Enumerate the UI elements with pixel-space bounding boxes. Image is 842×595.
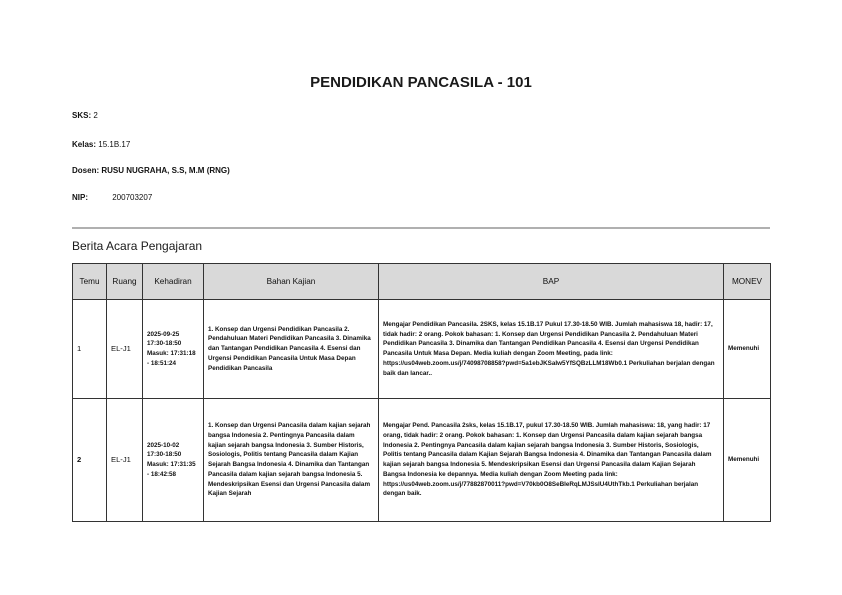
cell-monev: Memenuhi (724, 399, 771, 522)
header-ruang: Ruang (107, 264, 143, 300)
nip-label: NIP: (72, 193, 88, 202)
sks-value: 2 (93, 111, 98, 120)
cell-bap: Mengajar Pend. Pancasila 2sks, kelas 15.1B.17, pukul 17.30-18.50 WIB. Jumlah mahasiswa: 18, yang hadir: 17 orang, tidak hadir: 2 orang. Pokok bahasan: 1. Konsep dan Urgensi Pancasila dalam kajian sejarah bangsa Indonesia 2. Pentingnya Pancasila dalam kajian sejarah bangsa Indonesia 3. Sumber Historis, Sosiologis, Politis tentang Pancasila dalam Kajian Sejarah Bangsa Indonesia 4. Dinamika dan Tantangan Pancasila dalam kajian sejarah bangsa Indonesia 5. Mendeskripsikan Esensi dan Urgensi Pancasila dalam Kajian Sejarah Bangsa Indonesia ke depannya. Media kuliah dengan Zoom Meeting pada link: https://us04web.zoom.us/j/77882870011?pwd=V70kb0O8SeBIeRqLMJSsIU4UthTkb.1 Perkuliahan berjalan dengan baik. (379, 399, 724, 522)
cell-bahan-kajian: 1. Konsep dan Urgensi Pancasila dalam kajian sejarah bangsa Indonesia 2. Pentingnya Pancasila dalam kajian sejarah bangsa Indonesia 3. Sumber Historis, Sosiologis, Politis tentang Pancasila dalam Kajian Sejarah Bangsa Indonesia 4. Dinamika dan Tantangan Pancasila dalam kajian sejarah bangsa Indonesia 5. Mendeskripsikan Esensi dan Urgensi Pancasila dalam Kajian Sejarah (204, 399, 379, 522)
cell-temu: 1 (73, 300, 107, 399)
header-bap: BAP (379, 264, 724, 300)
dosen-line (72, 166, 230, 175)
header-monev: MONEV (724, 264, 771, 300)
cell-ruang: EL-J1 (107, 399, 143, 522)
cell-kehadiran: 2025-10-02 17:30-18:50 Masuk: 17:31:35 - 18:42:58 (143, 399, 204, 522)
nip-value: 200703207 (112, 193, 153, 202)
header-temu: Temu (73, 264, 107, 300)
table-row (73, 399, 771, 522)
section-title: Berita Acara Pengajaran (72, 239, 203, 253)
sks-line (72, 111, 98, 120)
divider (72, 227, 770, 229)
kelas-label: Kelas: (72, 140, 97, 149)
nip-line (72, 193, 152, 202)
table-header-row (73, 264, 771, 300)
bap-table (72, 263, 771, 522)
cell-temu: 2 (73, 399, 107, 522)
kelas-line (72, 140, 130, 149)
page-title: PENDIDIKAN PANCASILA - 101 (310, 74, 532, 91)
cell-ruang: EL-J1 (107, 300, 143, 399)
cell-bap: Mengajar Pendidikan Pancasila. 2SKS, kelas 15.1B.17 Pukul 17.30-18.50 WIB. Jumlah mahasiswa 18, hadir: 17, tidak hadir: 2 orang. Pokok bahasan: 1. Konsep dan Urgensi Pendidikan Pancasila 2. Pendahuluan Materi Pendidikan Pancasila 3. Dinamika dan Tantangan Pendidikan Pancasila 4. Esensi dan Urgensi Pendidikan Pancasila Untuk Masa Depan. Media kuliah dengan Zoom Meeting, pada link: https://us04web.zoom.us/j/74098708858?pwd=5a1ebJKSaIw5YfSQBzLLM18Wb0.1 Perkuliahan berjalan dengan baik dan lancar.. (379, 300, 724, 399)
cell-kehadiran: 2025-09-25 17:30-18:50 Masuk: 17:31:18 - 18:51:24 (143, 300, 204, 399)
sks-label: SKS: (72, 111, 92, 120)
dosen-label: Dosen: (72, 166, 100, 175)
dosen-value: RUSU NUGRAHA, S.S, M.M (RNG) (101, 166, 230, 175)
header-bahan-kajian: Bahan Kajian (204, 264, 379, 300)
table-row (73, 300, 771, 399)
header-kehadiran: Kehadiran (143, 264, 204, 300)
cell-monev: Memenuhi (724, 300, 771, 399)
cell-bahan-kajian: 1. Konsep dan Urgensi Pendidikan Pancasila 2. Pendahuluan Materi Pendidikan Pancasila 3. Dinamika dan Tantangan Pendidikan Pancasila 4. Esensi dan Urgensi Pendidikan Pancasila Untuk Masa Depan Pendidikan Pancasila (204, 300, 379, 399)
kelas-value: 15.1B.17 (98, 140, 131, 149)
